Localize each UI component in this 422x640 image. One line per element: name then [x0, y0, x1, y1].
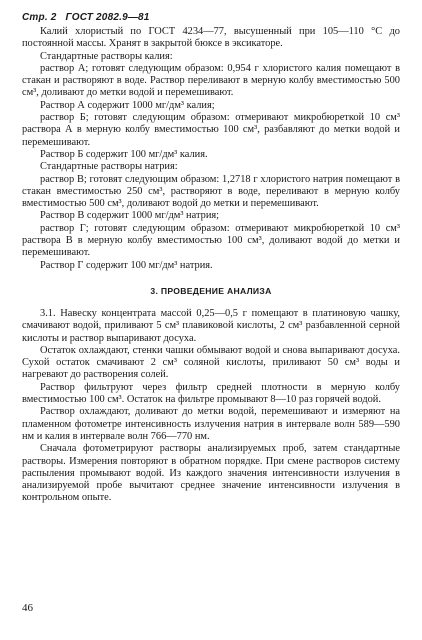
paragraph: Раствор фильтруют через фильтр средней плотности в мерную колбу вместимостью 100 см³. Остаток на фильтре промывают 8—10 раз горячей водой. — [22, 381, 400, 406]
paragraph: Раствор Б содержит 100 мг/дм³ калия. — [40, 148, 208, 160]
paragraph: Раствор В содержит 1000 мг/дм³ натрия; — [40, 210, 220, 222]
paragraph: 3.1. Навеску концентрата массой 0,25—0,5 г помещают в платиновую чашку, смачивают водой, приливают 5 см³ плавиковой кислоты, 2 см³ разбавленной серной кислоты и раствор выпаривают досуха. — [22, 307, 400, 344]
paragraph: раствор Г; готовят следующим образом: отмеривают микробюреткой 10 см³ раствора В в мерную колбу вместимостью 100 см³, доливают водой до метки и перемешивают. — [22, 222, 400, 259]
paragraph: Калий хлористый по ГОСТ 4234—77, высушенный при 105—110 °С до постоянной массы. Хранят в закрытой бюксе в эксикаторе. — [22, 26, 400, 50]
section-title: 3. ПРОВЕДЕНИЕ АНАЛИЗА — [150, 285, 272, 296]
paragraph: Стандартные растворы натрия: — [40, 161, 178, 173]
paragraph: Сначала фотометрируют растворы анализируемых проб, затем стандартные растворы. Измерения повторяют в обратном порядке. При смене растворов систему распыления промывают водой. Из каждого значения интенсивности излучения в анализируемой пробе вычитают среднее значение интенсивности излучения в контрольном опыте. — [22, 443, 400, 504]
page-number: 46 — [22, 602, 33, 614]
standard-code: ГОСТ 2082.9—81 — [65, 12, 150, 23]
paragraph: Стандартные растворы калия: — [40, 50, 173, 62]
page-header — [22, 12, 400, 26]
paragraph: Раствор Г содержит 100 мг/дм³ натрия. — [40, 259, 213, 271]
paragraph: Остаток охлаждают, стенки чашки обмывают водой и снова выпаривают досуха. Сухой остаток смачивают 2 см³ соляной кислоты, приливают 50 см³ воды и нагревают до растворения солей. — [22, 344, 400, 381]
page-label: Стр. 2 — [22, 12, 57, 23]
bottom-content — [22, 308, 400, 505]
paragraph: Раствор А содержит 1000 мг/дм³ калия; — [40, 99, 215, 111]
top-content — [22, 26, 400, 272]
paragraph: раствор Б; готовят следующим образом: отмеривают микробюреткой 10 см³ раствора А в мерную колбу вместимостью 100 см³, разбавляют до метки водой и перемешивают. — [22, 112, 400, 148]
paragraph: раствор В; готовят следующим образом: 1,2718 г хлористого натрия помещают в стакан вместимостью 250 см³, растворяют в воде, переливают в мерную колбу вместимостью 500 см³, доливают водой до метки и перемешивают. — [22, 173, 400, 210]
paragraph: раствор А; готовят следующим образом: 0,954 г хлористого калия помещают в стакан и растворяют в воде. Раствор переливают в мерную колбу вместимостью 500 см³, доливают до метки водой и перемешивают. — [22, 62, 400, 99]
paragraph: Раствор охлаждают, доливают до метки водой, перемешивают и измеряют на пламенном фотометре интенсивность излучения натрия в интервале волн 589—590 нм и калия в интервале волн 766—770 нм. — [22, 406, 400, 442]
